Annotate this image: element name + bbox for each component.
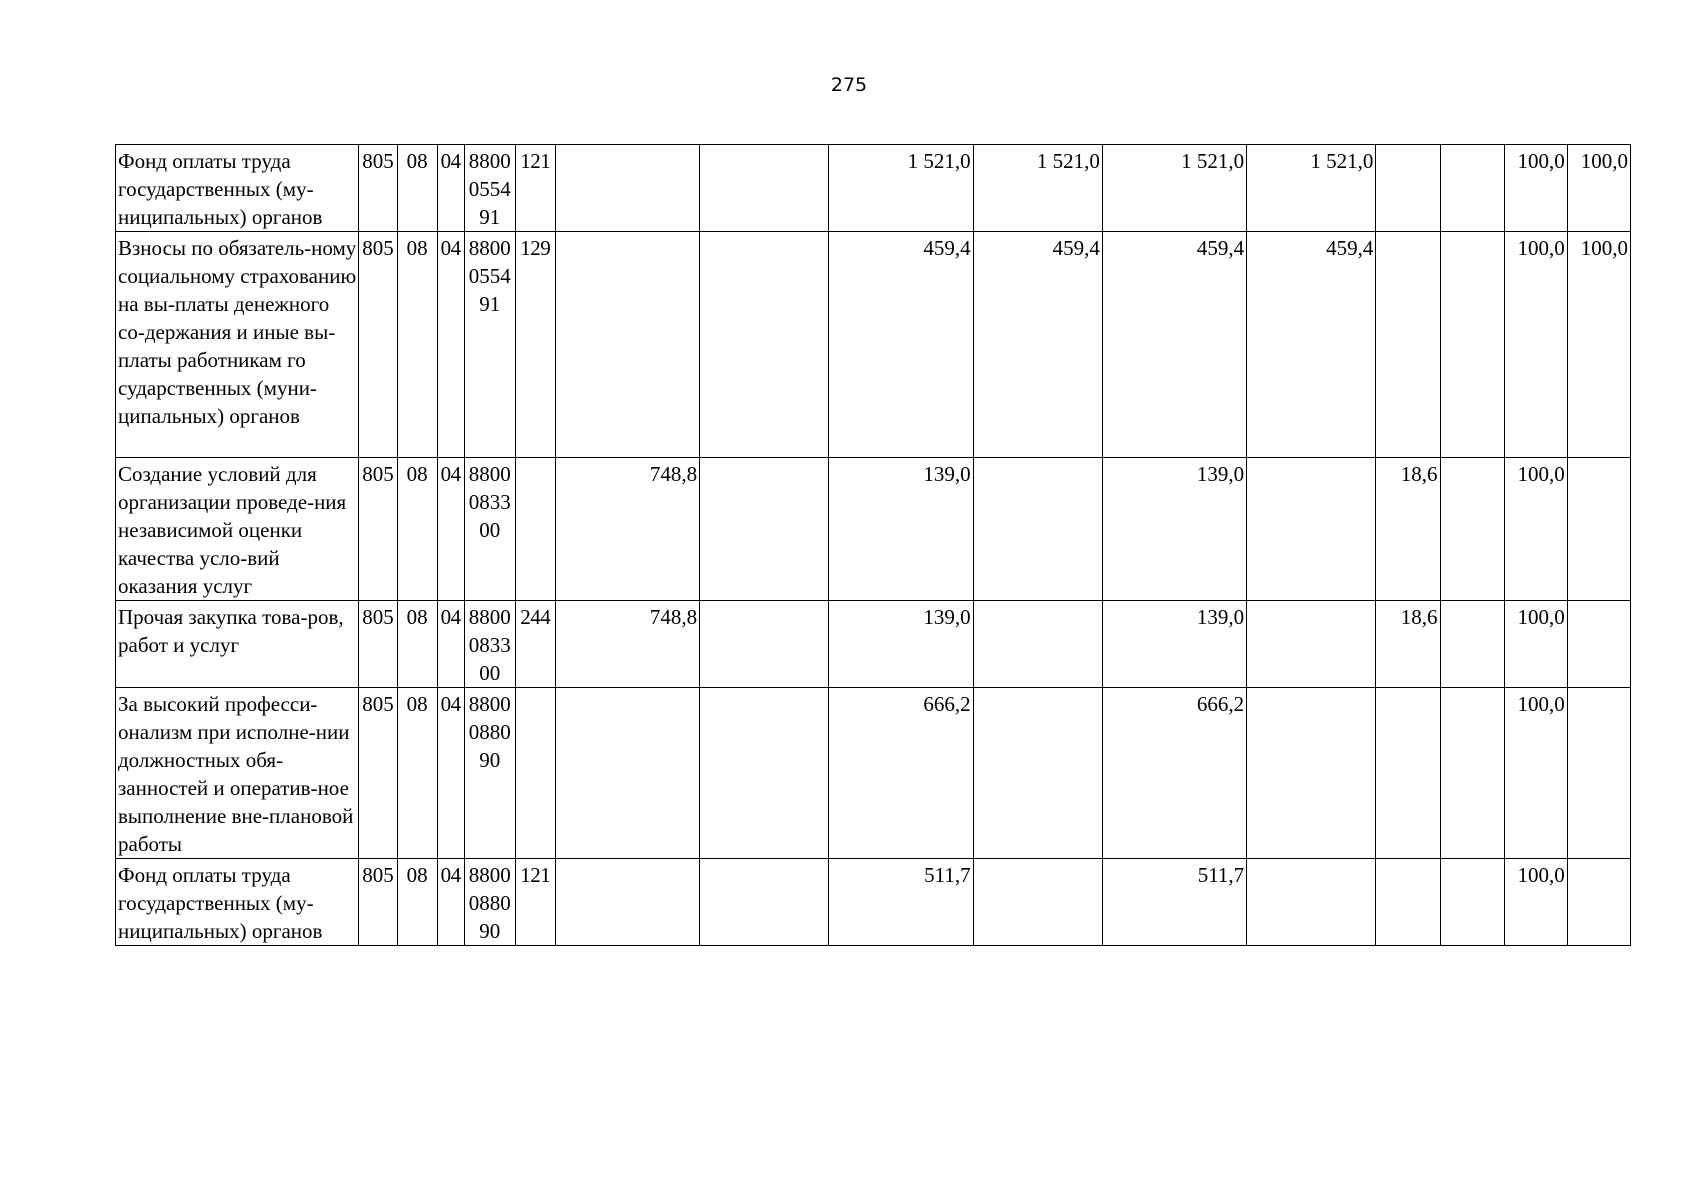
cell-value-6: 459,4 [1247, 232, 1376, 458]
row-name: Фонд оплаты труда государственных (му-ниципальных) органов [116, 145, 359, 232]
cell-pr: 04 [437, 859, 464, 946]
cell-value-5: 666,2 [1102, 688, 1246, 859]
cell-value-9: 100,0 [1504, 859, 1567, 946]
cell-value-3: 139,0 [829, 458, 973, 601]
cell-grbs: 805 [359, 232, 397, 458]
cell-value-6 [1247, 458, 1376, 601]
cell-value-10 [1567, 458, 1630, 601]
cell-value-4 [973, 859, 1102, 946]
cell-pr: 04 [437, 145, 464, 232]
cell-rz: 08 [397, 688, 437, 859]
cell-value-1 [555, 232, 699, 458]
cell-value-5: 1 521,0 [1102, 145, 1246, 232]
row-name: Создание условий для организации проведе-ния независимой оценки качества усло-вий оказания услуг [116, 458, 359, 601]
table-row [116, 601, 1631, 688]
cell-vr: 121 [515, 859, 555, 946]
cell-value-8 [1440, 688, 1504, 859]
cell-value-3: 666,2 [829, 688, 973, 859]
cell-value-3: 511,7 [829, 859, 973, 946]
cell-value-2 [700, 688, 829, 859]
budget-table [115, 144, 1631, 946]
cell-value-9: 100,0 [1504, 458, 1567, 601]
cell-value-4 [973, 458, 1102, 601]
cell-pr: 04 [437, 232, 464, 458]
cell-value-2 [700, 859, 829, 946]
table-row [116, 145, 1631, 232]
cell-csr: 8800 0833 00 [464, 601, 515, 688]
cell-value-5: 139,0 [1102, 458, 1246, 601]
cell-value-5: 459,4 [1102, 232, 1246, 458]
cell-grbs: 805 [359, 458, 397, 601]
cell-vr: 129 [515, 232, 555, 458]
cell-value-8 [1440, 458, 1504, 601]
cell-value-2 [700, 232, 829, 458]
cell-value-2 [700, 601, 829, 688]
cell-csr: 8800 0554 91 [464, 145, 515, 232]
cell-csr: 8800 0880 90 [464, 859, 515, 946]
cell-rz: 08 [397, 232, 437, 458]
cell-value-2 [700, 145, 829, 232]
cell-value-6: 1 521,0 [1247, 145, 1376, 232]
cell-value-8 [1440, 601, 1504, 688]
cell-value-8 [1440, 232, 1504, 458]
cell-rz: 08 [397, 458, 437, 601]
cell-vr: 244 [515, 601, 555, 688]
cell-value-4 [973, 601, 1102, 688]
cell-pr: 04 [437, 688, 464, 859]
cell-value-7 [1376, 232, 1440, 458]
table-row [116, 232, 1631, 458]
cell-value-7: 18,6 [1376, 601, 1440, 688]
table-row [116, 458, 1631, 601]
cell-value-7 [1376, 859, 1440, 946]
cell-value-10: 100,0 [1567, 232, 1630, 458]
cell-value-1: 748,8 [555, 601, 699, 688]
cell-pr: 04 [437, 601, 464, 688]
cell-value-3: 139,0 [829, 601, 973, 688]
cell-vr [515, 458, 555, 601]
cell-value-6 [1247, 601, 1376, 688]
row-name: Фонд оплаты труда государственных (му-ниципальных) органов [116, 859, 359, 946]
cell-value-5: 139,0 [1102, 601, 1246, 688]
cell-value-9: 100,0 [1504, 601, 1567, 688]
cell-value-7 [1376, 688, 1440, 859]
cell-value-7: 18,6 [1376, 458, 1440, 601]
cell-value-10 [1567, 601, 1630, 688]
cell-value-4: 459,4 [973, 232, 1102, 458]
cell-value-9: 100,0 [1504, 232, 1567, 458]
cell-value-4 [973, 688, 1102, 859]
table-row [116, 859, 1631, 946]
cell-rz: 08 [397, 859, 437, 946]
cell-value-6 [1247, 688, 1376, 859]
cell-rz: 08 [397, 601, 437, 688]
cell-value-1: 748,8 [555, 458, 699, 601]
cell-csr: 8800 0833 00 [464, 458, 515, 601]
cell-value-6 [1247, 859, 1376, 946]
cell-value-3: 459,4 [829, 232, 973, 458]
cell-value-1 [555, 859, 699, 946]
cell-grbs: 805 [359, 145, 397, 232]
cell-grbs: 805 [359, 688, 397, 859]
cell-vr [515, 688, 555, 859]
cell-pr: 04 [437, 458, 464, 601]
cell-csr: 8800 0554 91 [464, 232, 515, 458]
cell-value-4: 1 521,0 [973, 145, 1102, 232]
cell-value-8 [1440, 859, 1504, 946]
row-name: Прочая закупка това-ров, работ и услуг [116, 601, 359, 688]
cell-value-3: 1 521,0 [829, 145, 973, 232]
cell-grbs: 805 [359, 601, 397, 688]
table-row [116, 688, 1631, 859]
cell-value-10: 100,0 [1567, 145, 1630, 232]
cell-value-10 [1567, 688, 1630, 859]
cell-value-2 [700, 458, 829, 601]
cell-value-8 [1440, 145, 1504, 232]
cell-value-5: 511,7 [1102, 859, 1246, 946]
cell-vr: 121 [515, 145, 555, 232]
cell-grbs: 805 [359, 859, 397, 946]
cell-csr: 8800 0880 90 [464, 688, 515, 859]
cell-value-1 [555, 688, 699, 859]
page-number: 275 [830, 74, 868, 96]
cell-rz: 08 [397, 145, 437, 232]
cell-value-1 [555, 145, 699, 232]
row-name: За высокий професси-онализм при исполне-нии должностных обя-занностей и оператив-ное выполнение вне-плановой работы [116, 688, 359, 859]
cell-value-9: 100,0 [1504, 688, 1567, 859]
row-name: Взносы по обязатель-ному социальному страхованию на вы-платы денежного со-держания и иные вы-платы работникам го сударственных (муни-ципальных) органов [116, 232, 359, 458]
cell-value-10 [1567, 859, 1630, 946]
cell-value-7 [1376, 145, 1440, 232]
cell-value-9: 100,0 [1504, 145, 1567, 232]
